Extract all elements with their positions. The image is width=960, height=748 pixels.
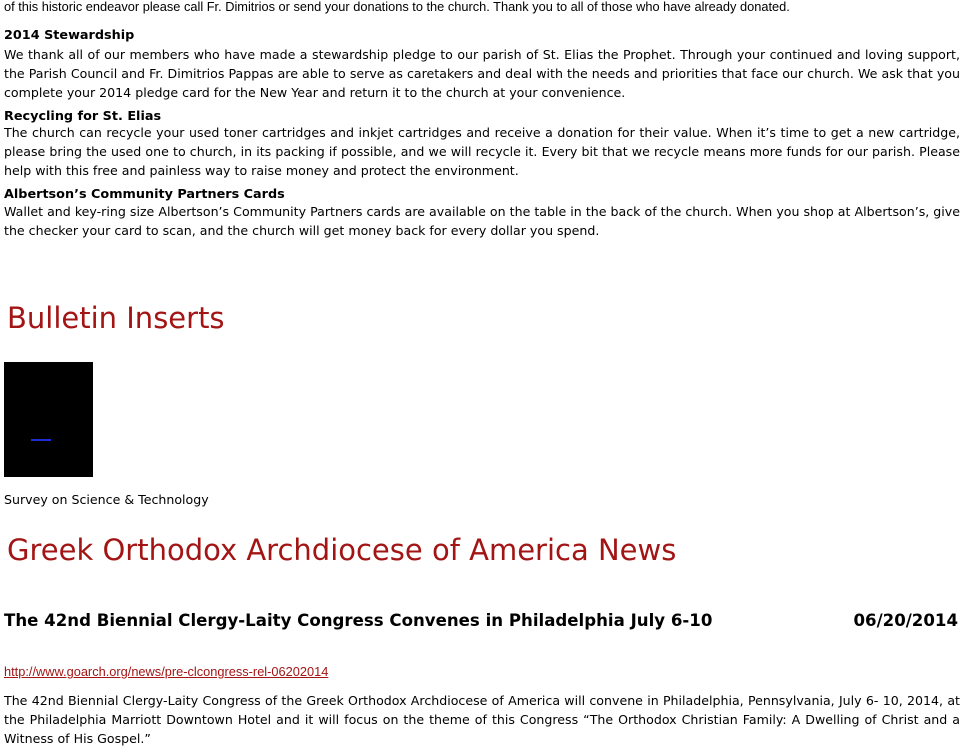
stewardship-heading: 2014 Stewardship (4, 28, 135, 43)
bulletin-insert-thumbnail[interactable] (4, 362, 93, 477)
intro-paragraph: of this historic endeavor please call Fr. Dimitrios or send your donations to the church. Thank you to all of those who have already donated. (4, 0, 790, 14)
bulletin-inserts-title: Bulletin Inserts (7, 301, 225, 335)
news-link[interactable]: http://www.goarch.org/news/pre-clcongress-rel-06202014 (4, 664, 329, 679)
news-date: 06/20/2014 (853, 611, 958, 630)
recycling-body: The church can recycle your used toner cartridges and inkjet cartridges and receive a donation for their value. When it’s time to get a new cartridge, please bring the used one to church, in its packing if possible, and we will recycle it. Every bit that we recycle means more funds for our parish. Please help with this free and painless way to raise money and protect the environment. (4, 125, 960, 178)
news-headline: The 42nd Biennial Clergy-Laity Congress Convenes in Philadelphia July 6-10 (4, 611, 713, 630)
recycling-heading: Recycling for St. Elias (4, 109, 162, 124)
albertsons-heading: Albertson’s Community Partners Cards (4, 187, 285, 202)
news-section-title: Greek Orthodox Archdiocese of America News (7, 533, 677, 567)
news-body: The 42nd Biennial Clergy-Laity Congress of the Greek Orthodox Archdiocese of America will convene in Philadelphia, Pennsylvania, July 6- 10, 2014, at the Philadelphia Marriott Downtown Hotel and it will focus on the theme of this Congress “The Orthodox Christian Family: A Dwelling of Christ and a Witness of His Gospel.” (4, 693, 960, 746)
albertsons-body: Wallet and key-ring size Albertson’s Community Partners cards are available on the table in the back of the church. When you shop at Albertson’s, give the checker your card to scan, and the church will get money back for every dollar you spend. (4, 204, 960, 238)
thumbnail-dash-mark (31, 439, 51, 441)
stewardship-body: We thank all of our members who have made a stewardship pledge to our parish of St. Elias the Prophet. Through your continued and loving support, the Parish Council and Fr. Dimitrios Pappas are able to serve as caretakers and deal with the needs and priorities that face our church. We ask that you complete your 2014 pledge card for the New Year and return it to the church at your convenience. (4, 47, 960, 100)
bulletin-insert-caption: Survey on Science & Technology (4, 492, 209, 507)
